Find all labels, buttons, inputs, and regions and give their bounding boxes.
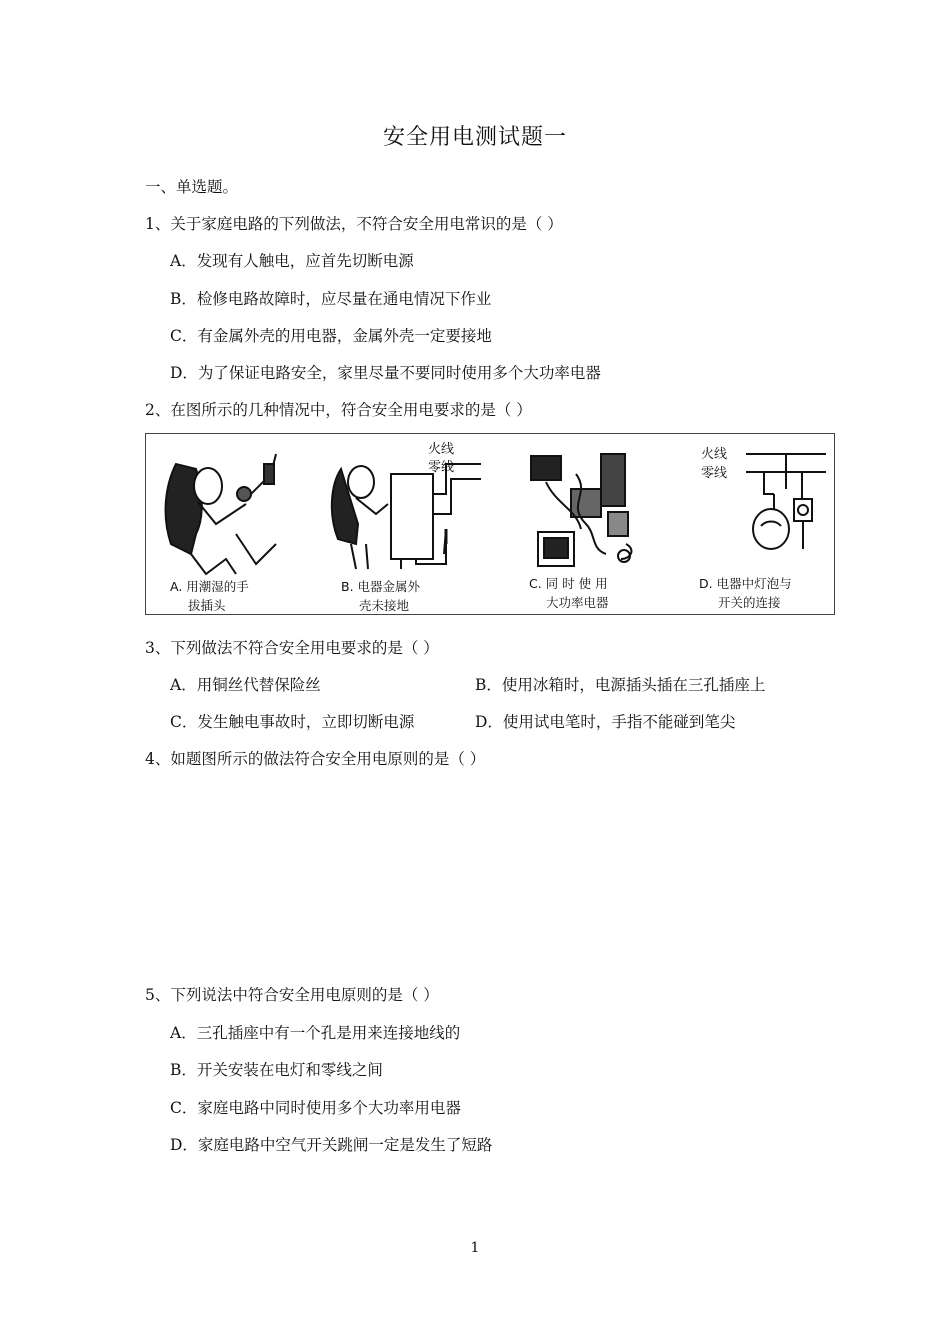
question-2-figure — [145, 433, 835, 615]
question-4-stem: 4、如题图所示的做法符合安全用电原则的是（ ） — [145, 750, 486, 768]
panel-d-caption-line-1: D. 电器中灯泡与 — [699, 576, 792, 591]
panel-d-caption-line-2: 开关的连接 — [718, 595, 781, 610]
question-3-stem: 3、下列做法不符合安全用电要求的是（ ） — [145, 639, 439, 657]
panel-c-caption-line-1: C. 同 时 使 用 — [529, 576, 608, 591]
panel-a-caption-line-2: 拔插头 — [188, 598, 226, 613]
panel-d-illustration — [746, 454, 826, 549]
panel-b-neutral-wire-label: 零线 — [428, 460, 455, 475]
question-2-stem: 2、在图所示的几种情况中，符合安全用电要求的是（ ） — [145, 401, 532, 419]
question-3-option-b: B．使用冰箱时，电源插头插在三孔插座上 — [475, 676, 766, 694]
panel-b-caption-line-1: B. 电器金属外 — [341, 579, 421, 594]
question-1-option-c: C．有金属外壳的用电器，金属外壳一定要接地 — [170, 327, 492, 345]
question-3-option-a: A．用铜丝代替保险丝 — [170, 676, 321, 694]
question-5-stem: 5、下列说法中符合安全用电原则的是（ ） — [145, 986, 439, 1004]
question-5-option-d: D．家庭电路中空气开关跳闸一定是发生了短路 — [170, 1136, 493, 1154]
panel-d-neutral-wire-label: 零线 — [701, 466, 728, 481]
page-number: 1 — [470, 1240, 480, 1256]
question-1-option-a: A．发现有人触电，应首先切断电源 — [170, 252, 414, 270]
question-3-option-c: C．发生触电事故时，立即切断电源 — [170, 713, 415, 731]
panel-d-live-wire-label: 火线 — [701, 447, 728, 462]
question-1-option-b: B．检修电路故障时，应尽量在通电情况下作业 — [170, 290, 492, 308]
panel-c-caption-line-2: 大功率电器 — [546, 595, 609, 610]
question-5-option-a: A．三孔插座中有一个孔是用来连接地线的 — [170, 1024, 461, 1042]
question-3-option-d: D．使用试电笔时，手指不能碰到笔尖 — [475, 713, 736, 731]
page-title: 安全用电测试题一 — [382, 125, 567, 150]
question-5-option-c: C．家庭电路中同时使用多个大功率用电器 — [170, 1099, 461, 1117]
panel-a-caption-line-1: A. 用潮湿的手 — [170, 579, 249, 594]
question-5-option-b: B．开关安装在电灯和零线之间 — [170, 1061, 383, 1079]
panel-c-illustration — [531, 454, 631, 566]
panel-a-illustration — [166, 454, 276, 574]
question-1-stem: 1、关于家庭电路的下列做法，不符合安全用电常识的是（ ） — [145, 215, 563, 233]
panel-b-caption-line-2: 壳未接地 — [359, 598, 410, 613]
question-1-option-d: D．为了保证电路安全，家里尽量不要同时使用多个大功率电器 — [170, 364, 601, 382]
panel-b-live-wire-label: 火线 — [428, 442, 455, 457]
panel-b-illustration — [332, 464, 481, 569]
section-heading: 一、单选题。 — [145, 178, 239, 196]
